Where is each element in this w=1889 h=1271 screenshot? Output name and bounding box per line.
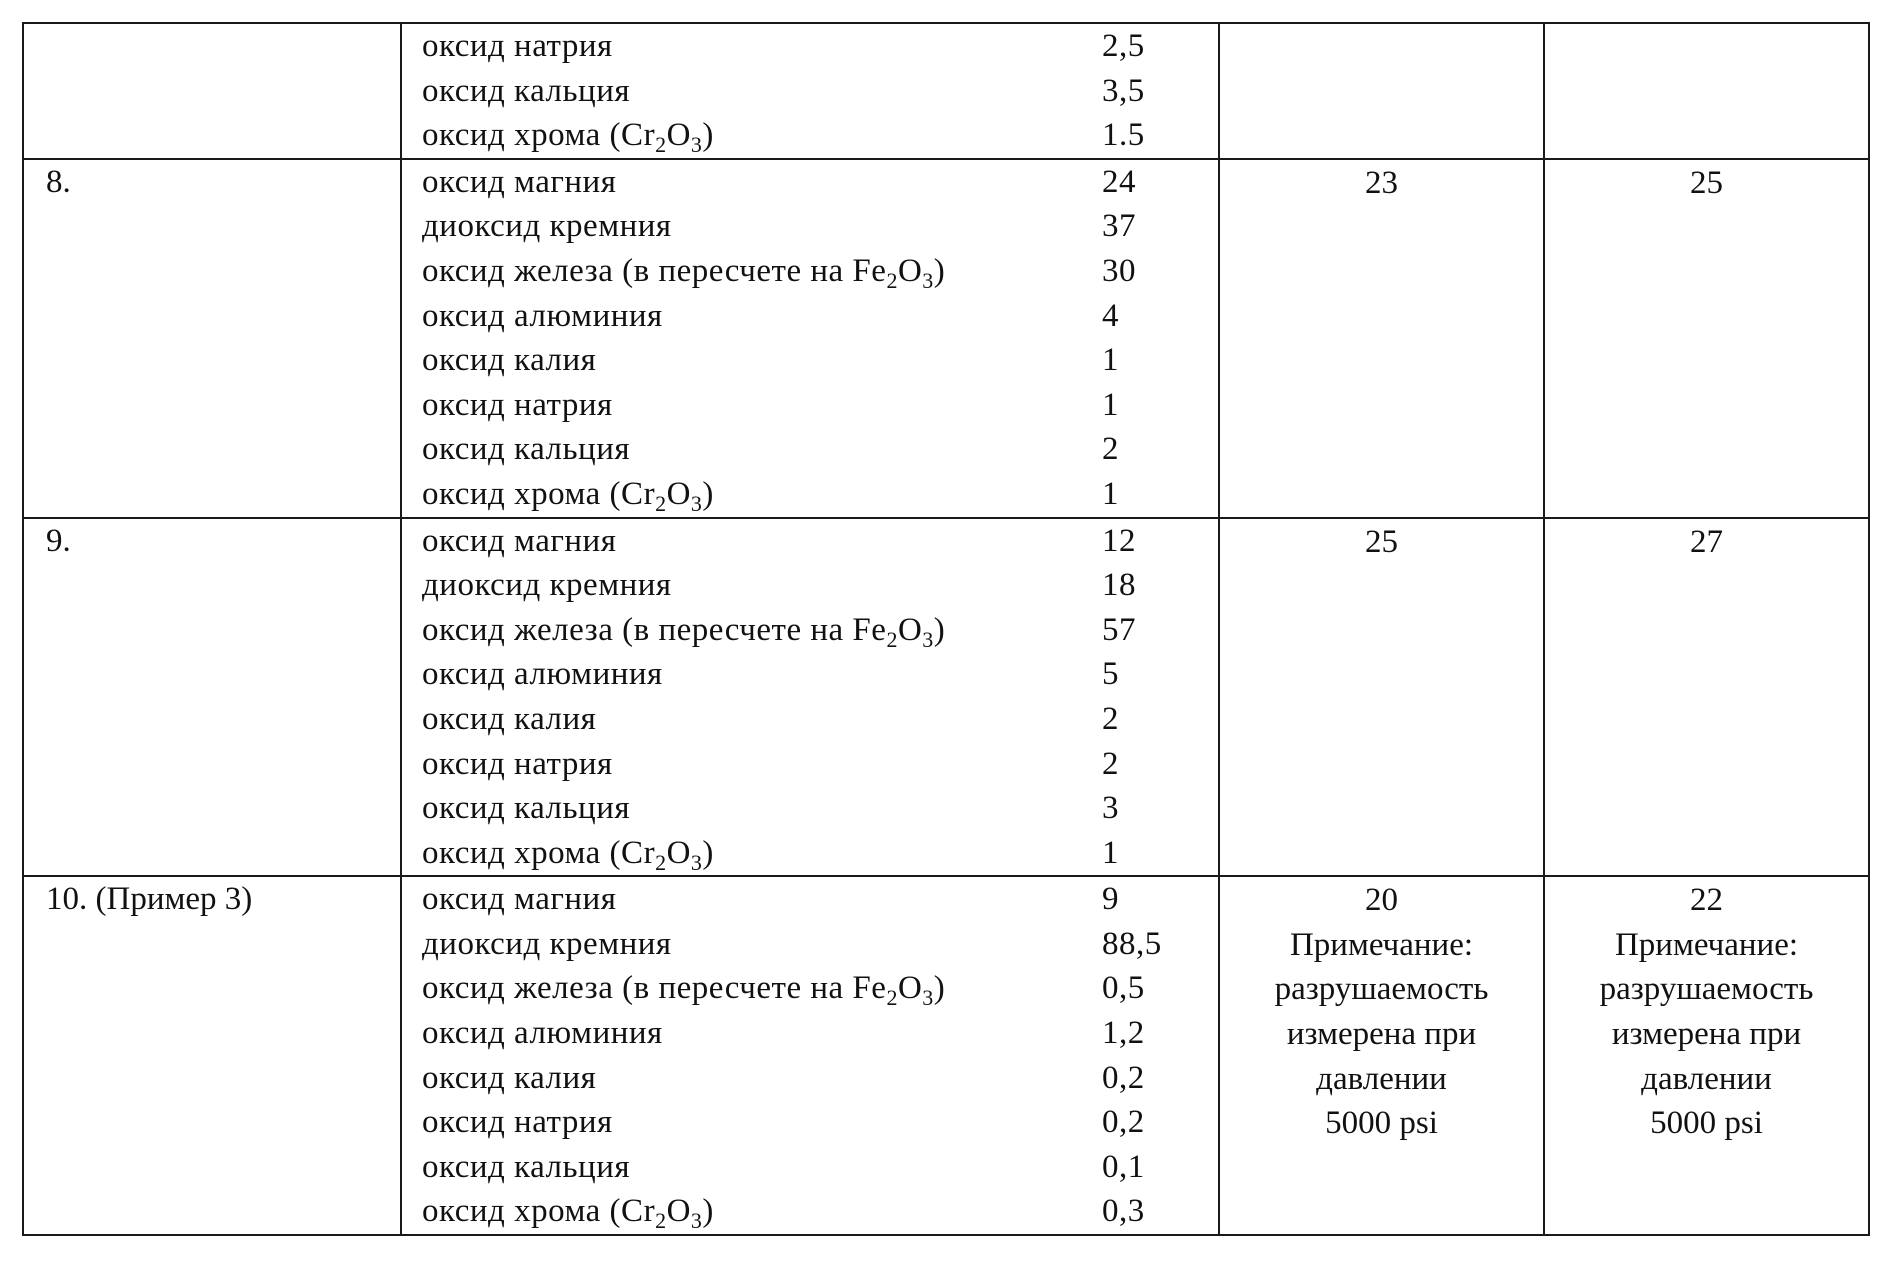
component-line <box>422 786 1218 831</box>
table-row <box>23 23 1869 159</box>
result-2-cell <box>1544 159 1869 518</box>
note-line: давлении <box>1316 1060 1447 1097</box>
note-line: давлении <box>1641 1060 1772 1097</box>
component-value: 2,5 <box>1102 28 1145 64</box>
component-line <box>422 608 1218 653</box>
component-value: 0,2 <box>1102 1059 1145 1096</box>
component-name: оксид натрия <box>422 28 613 64</box>
component-name: оксид кальция <box>422 72 631 109</box>
component-value: 18 <box>1102 567 1136 604</box>
result-note <box>1220 923 1543 1146</box>
component-value: 1 <box>1102 342 1119 379</box>
component-name: оксид хрома $(Cr_2O_3)$ <box>422 1193 714 1234</box>
result-value: 23 <box>1365 164 1398 201</box>
component-line <box>422 1056 1218 1101</box>
table-row <box>23 876 1869 1235</box>
component-line <box>422 652 1218 697</box>
note-line: разрушаемость <box>1274 971 1489 1008</box>
component-line <box>422 563 1218 608</box>
component-value: 1 <box>1102 834 1119 871</box>
component-line <box>422 427 1218 472</box>
note-line: 5000 psi <box>1325 1105 1438 1142</box>
component-value: 88,5 <box>1102 925 1162 962</box>
component-name: оксид железа (в пересчете на $Fe_2O_3$) <box>422 611 946 652</box>
component-line <box>422 922 1218 967</box>
component-value: 30 <box>1102 252 1136 289</box>
example-number-cell: 8. <box>23 159 401 518</box>
component-line <box>422 831 1218 876</box>
component-value: 12 <box>1102 522 1136 559</box>
composition-cell <box>401 518 1219 877</box>
note-line: 5000 psi <box>1650 1105 1763 1142</box>
result-value: 25 <box>1365 523 1398 560</box>
composition-cell <box>401 159 1219 518</box>
component-name: оксид алюминия <box>422 656 663 693</box>
component-line <box>422 160 1218 205</box>
component-value: 1 <box>1102 386 1119 423</box>
component-line <box>422 742 1218 787</box>
component-value: 37 <box>1102 208 1136 245</box>
table-row <box>23 518 1869 877</box>
result-note <box>1545 923 1868 1146</box>
component-name: оксид алюминия <box>422 1015 663 1052</box>
component-name: оксид магния <box>422 163 617 200</box>
component-value: 3 <box>1102 790 1119 827</box>
component-value: 1,2 <box>1102 1015 1145 1052</box>
component-name: оксид натрия <box>422 386 613 423</box>
example-number-cell <box>23 23 401 159</box>
component-name: оксид магния <box>422 881 617 918</box>
component-name: оксид хрома $(Cr_2O_3)$ <box>422 475 714 516</box>
component-line <box>422 877 1218 922</box>
result-1-cell <box>1219 518 1544 877</box>
result-1-cell <box>1219 159 1544 518</box>
component-line <box>422 1100 1218 1145</box>
note-line: Примечание: <box>1289 926 1474 963</box>
component-name: оксид калия <box>422 1059 597 1096</box>
component-value: 24 <box>1102 163 1136 200</box>
component-line <box>422 697 1218 742</box>
component-line <box>422 338 1218 383</box>
component-name: оксид калия <box>422 700 597 737</box>
component-name: оксид алюминия <box>422 297 663 334</box>
component-value: 4 <box>1102 297 1119 334</box>
component-line <box>422 69 1218 114</box>
component-value: 0,5 <box>1102 970 1145 1007</box>
component-name: оксид хрома $(Cr_2O_3)$ <box>422 834 714 875</box>
component-line <box>422 519 1218 564</box>
component-name: оксид кальция <box>422 431 631 468</box>
component-value: 1 <box>1102 475 1119 512</box>
note-line: разрушаемость <box>1599 971 1814 1008</box>
component-value: 5 <box>1102 656 1119 693</box>
component-value: 2 <box>1102 745 1119 782</box>
component-name: диоксид кремния <box>422 925 672 962</box>
component-name: диоксид кремния <box>422 208 672 245</box>
component-name: диоксид кремния <box>422 567 672 604</box>
table-body <box>23 23 1869 1235</box>
component-value: 1.5 <box>1102 117 1145 154</box>
note-line: Примечание: <box>1614 926 1799 963</box>
component-name: оксид калия <box>422 342 597 379</box>
note-line: измерена при <box>1286 1016 1477 1053</box>
result-2-cell <box>1544 23 1869 159</box>
component-line <box>422 294 1218 339</box>
table-row <box>23 159 1869 518</box>
example-number-cell: 10. (Пример 3) <box>23 876 401 1235</box>
component-line <box>422 113 1218 158</box>
component-name: оксид железа (в пересчете на $Fe_2O_3$) <box>422 252 946 293</box>
component-value: 0,3 <box>1102 1193 1145 1230</box>
result-2-cell <box>1544 518 1869 877</box>
result-1-cell <box>1219 876 1544 1235</box>
component-line <box>422 1189 1218 1234</box>
component-line <box>422 1145 1218 1190</box>
component-name: оксид железа (в пересчете на $Fe_2O_3$) <box>422 970 946 1011</box>
component-value: 2 <box>1102 700 1119 737</box>
component-line <box>422 966 1218 1011</box>
component-line <box>422 383 1218 428</box>
result-value: 20 <box>1365 882 1398 919</box>
result-value: 27 <box>1690 523 1723 560</box>
note-line: измерена при <box>1611 1016 1802 1053</box>
component-line <box>422 249 1218 294</box>
component-name: оксид кальция <box>422 790 631 827</box>
component-name: оксид натрия <box>422 745 613 782</box>
component-value: 9 <box>1102 881 1119 918</box>
component-value: 0,1 <box>1102 1148 1145 1185</box>
component-name: оксид кальция <box>422 1148 631 1185</box>
component-name: оксид хрома $(Cr_2O_3)$ <box>422 117 714 158</box>
result-value: 25 <box>1690 164 1723 201</box>
component-value: 57 <box>1102 611 1136 648</box>
example-number-cell: 9. <box>23 518 401 877</box>
result-1-cell <box>1219 23 1544 159</box>
component-line <box>422 472 1218 517</box>
component-line <box>422 1011 1218 1056</box>
composition-cell <box>401 876 1219 1235</box>
component-value: 3,5 <box>1102 72 1145 109</box>
result-value: 22 <box>1690 882 1723 919</box>
component-line <box>422 204 1218 249</box>
component-value: 0,2 <box>1102 1104 1145 1141</box>
component-name: оксид магния <box>422 522 617 559</box>
composition-cell <box>401 23 1219 159</box>
component-line <box>422 24 1218 69</box>
result-2-cell <box>1544 876 1869 1235</box>
component-value: 2 <box>1102 431 1119 468</box>
component-name: оксид натрия <box>422 1104 613 1141</box>
composition-table <box>22 22 1870 1236</box>
